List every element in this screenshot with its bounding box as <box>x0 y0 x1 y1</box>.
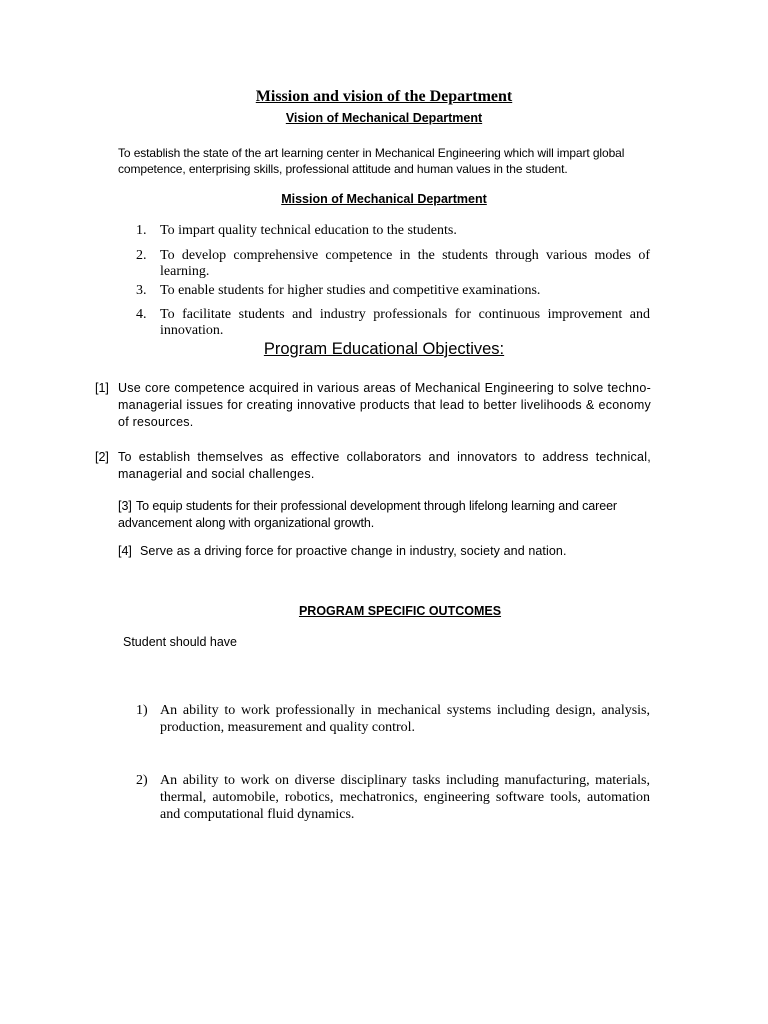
mission-item-text: To develop comprehensive competence in the students through various modes of learning. <box>160 248 650 279</box>
pso-intro: Student should have <box>123 635 237 649</box>
peo-item-text: To equip students for their professional development through lifelong learning and career advancement along with organizational growth. <box>118 499 617 530</box>
mission-item-text: To impart quality technical education to the students. <box>160 223 457 238</box>
peo-item-text: Serve as a driving force for proactive change in industry, society and nation. <box>140 544 567 558</box>
mission-item-number: 4. <box>136 307 147 322</box>
mission-heading: Mission of Mechanical Department <box>281 192 487 206</box>
pso-item-number: 2) <box>136 773 148 788</box>
peo-item-text: To establish themselves as effective collaborators and innovators to address technical, managerial and social challenges. <box>118 450 651 481</box>
pso-item-number: 1) <box>136 703 148 718</box>
pso-item-text: An ability to work on diverse disciplinary tasks including manufacturing, materials, thermal, automobile, robotics, mechatronics, engineering software tools, automation and computational fluid dynamics. <box>160 773 650 822</box>
pso-item-text: An ability to work professionally in mechanical systems including design, analysis, production, measurement and quality control. <box>160 703 650 735</box>
mission-item-number: 2. <box>136 248 147 263</box>
pso-heading: PROGRAM SPECIFIC OUTCOMES <box>298 604 502 618</box>
peo-item-text: Use core competence acquired in various areas of Mechanical Engineering to solve techno-managerial issues for creating innovative products that lead to better livelihoods & economy of resources. <box>118 381 651 429</box>
peo-item-number: [2] <box>95 450 109 464</box>
mission-item-text: To facilitate students and industry professionals for continuous improvement and innovation. <box>160 307 650 338</box>
peo-item-number: [4] <box>118 544 132 558</box>
peo-item-number: [1] <box>95 381 109 395</box>
vision-heading: Vision of Mechanical Department <box>285 111 483 125</box>
peo-heading: Program Educational Objectives: <box>263 340 505 358</box>
mission-item-number: 3. <box>136 283 147 298</box>
mission-item-number: 1. <box>136 223 147 238</box>
peo-item-number: [3] <box>118 499 132 513</box>
vision-statement: To establish the state of the art learning center in Mechanical Engineering which will impart global competence, enterprising skills, professional attitude and human values in the student. <box>118 146 625 176</box>
page-title: Mission and vision of the Department <box>255 88 513 105</box>
mission-item-text: To enable students for higher studies and competitive examinations. <box>160 283 541 298</box>
